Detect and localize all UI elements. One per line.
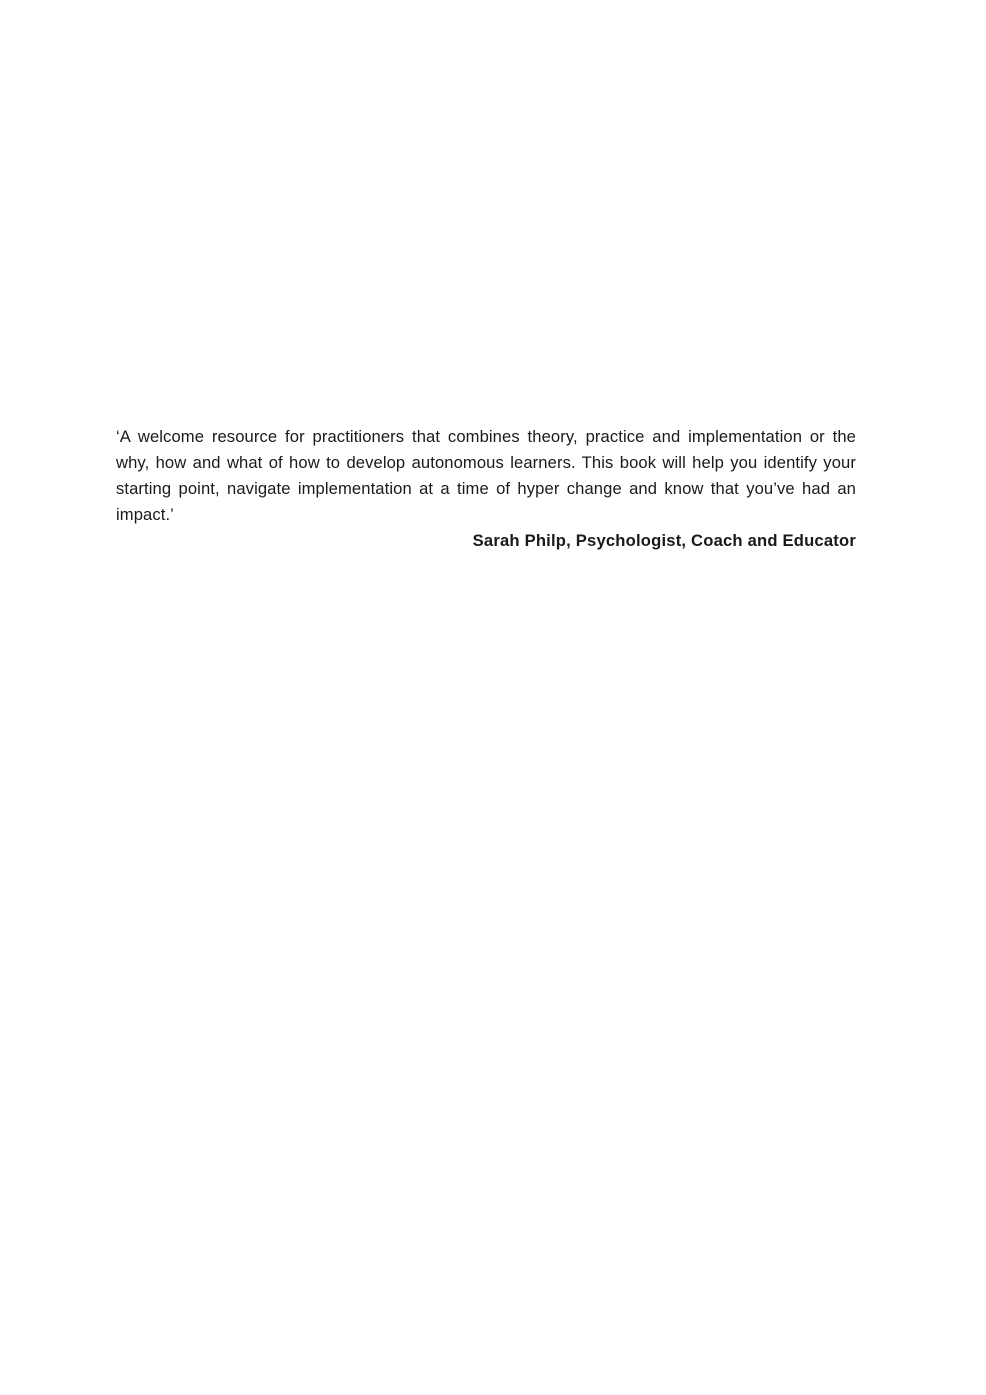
endorsement-block [116,424,856,554]
endorsement-quote: ‘A welcome resource for practitioners that combines theory, practice and implementation or the why, how and what of how to develop autonomous learners. This book will help you identify your starting point, navigate implementation at a time of hyper change and know that you’ve had an impact.’ [116,427,856,524]
endorsement-attribution: Sarah Philp, Psychologist, Coach and Educator [472,531,856,550]
